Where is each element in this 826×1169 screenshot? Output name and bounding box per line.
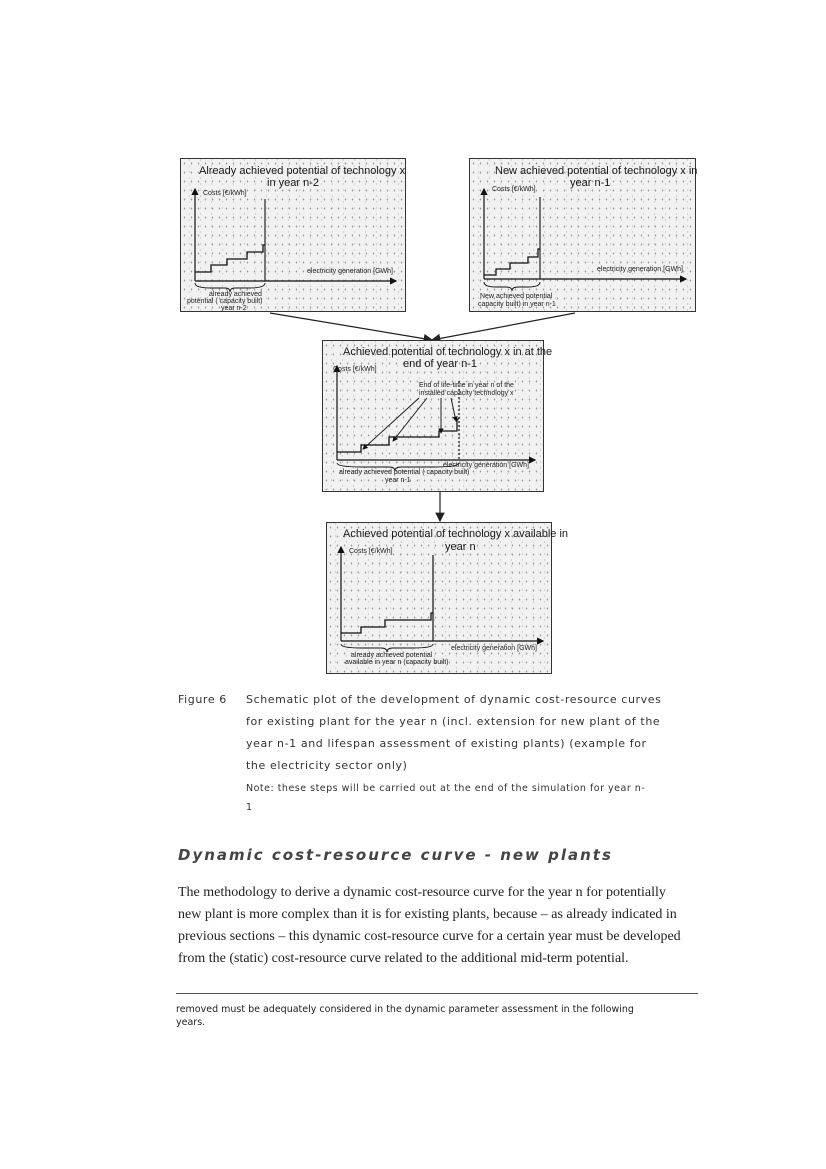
panel-year-n xyxy=(326,522,569,674)
panel-end-of-year-n-1 xyxy=(322,340,553,492)
x-axis-label: electricity generation [GWh] xyxy=(443,462,529,469)
paragraph-line: previous sections – this dynamic cost-resource curve for a certain year must be developed xyxy=(178,929,681,944)
figure-label: Figure 6 xyxy=(178,693,227,706)
panel-title-line2: year n xyxy=(445,541,476,553)
panel-year-n-2 xyxy=(180,158,406,312)
brace-label-2: available in year n (capacity built) xyxy=(345,659,449,666)
x-axis-label: electricity generation [GWh] xyxy=(597,266,683,273)
caption-line: for existing plant for the year n (incl. extension for new plant of the xyxy=(246,715,661,728)
brace-label-2: potential ( capacity built) xyxy=(187,298,263,305)
y-axis-label: Costs [€/kWh] xyxy=(333,366,377,373)
panel-title-line1: New achieved potential of technology x in xyxy=(495,165,698,177)
x-axis-label: electricity generation [GWh] xyxy=(307,268,393,275)
footnote-line: years. xyxy=(176,1017,206,1028)
brace-label-1: already achieved potential ( capacity built) xyxy=(339,469,470,476)
brace-label-2: capacity built) in year n-1 xyxy=(478,301,556,308)
section-paragraph xyxy=(178,882,700,970)
brace-label-1: already achieved xyxy=(209,291,262,298)
footnote-line: removed must be adequately considered in the dynamic parameter assessment in the following xyxy=(176,1004,634,1015)
panel-title-line2: end of year n-1 xyxy=(403,358,477,370)
annotation-line2: installed capacity technology x xyxy=(419,390,514,397)
annotation-line1: End of life-time in year n of the xyxy=(419,382,514,389)
caption-line: year n-1 and lifespan assessment of existing plants) (example for xyxy=(246,737,647,750)
brace-label-2: year n-1 xyxy=(385,477,411,484)
caption-line: the electricity sector only) xyxy=(246,759,408,772)
caption-line: Schematic plot of the development of dynamic cost-resource curves xyxy=(246,693,662,706)
arrow-right-to-center xyxy=(432,313,575,340)
panel-title-line2: year n-1 xyxy=(570,177,611,189)
panel-year-n-1-new xyxy=(469,158,696,312)
brace-label-1: New achieved potential xyxy=(480,293,553,300)
footnote xyxy=(176,1003,706,1029)
y-axis-label: Costs [€/kWh] xyxy=(349,548,393,555)
section-heading: Dynamic cost-resource curve - new plants xyxy=(178,846,613,864)
y-axis-label: Costs [€/kWh] xyxy=(203,190,247,197)
brace-label-3: year n-2 xyxy=(221,305,247,312)
figure-caption xyxy=(246,689,706,777)
panel-title-line1: Achieved potential of technology x in at the xyxy=(343,346,553,358)
paragraph-line: new plant is more complex than it is for existing plants, because – as already indicated in xyxy=(178,907,677,922)
arrow-left-to-center xyxy=(270,313,432,340)
panel-title-line2: in year n-2 xyxy=(267,177,319,189)
paragraph-line: from the (static) cost-resource curve related to the additional mid-term potential. xyxy=(178,951,629,966)
panel-title-line1: Already achieved potential of technology x xyxy=(199,165,406,177)
footnote-rule xyxy=(176,993,698,994)
figure-note-line2: 1 xyxy=(246,802,253,813)
brace-label-1: already achieved potential xyxy=(351,652,433,659)
x-axis-label: electricity generation [GWh] xyxy=(451,645,537,652)
panel-title-line1: Achieved potential of technology x available in xyxy=(343,528,569,540)
paragraph-line: The methodology to derive a dynamic cost-resource curve for the year n for potentially xyxy=(178,885,666,900)
figure-note-line1: Note: these steps will be carried out at the end of the simulation for year n- xyxy=(246,783,646,794)
y-axis-label: Costs [€/kWh] xyxy=(492,186,536,193)
